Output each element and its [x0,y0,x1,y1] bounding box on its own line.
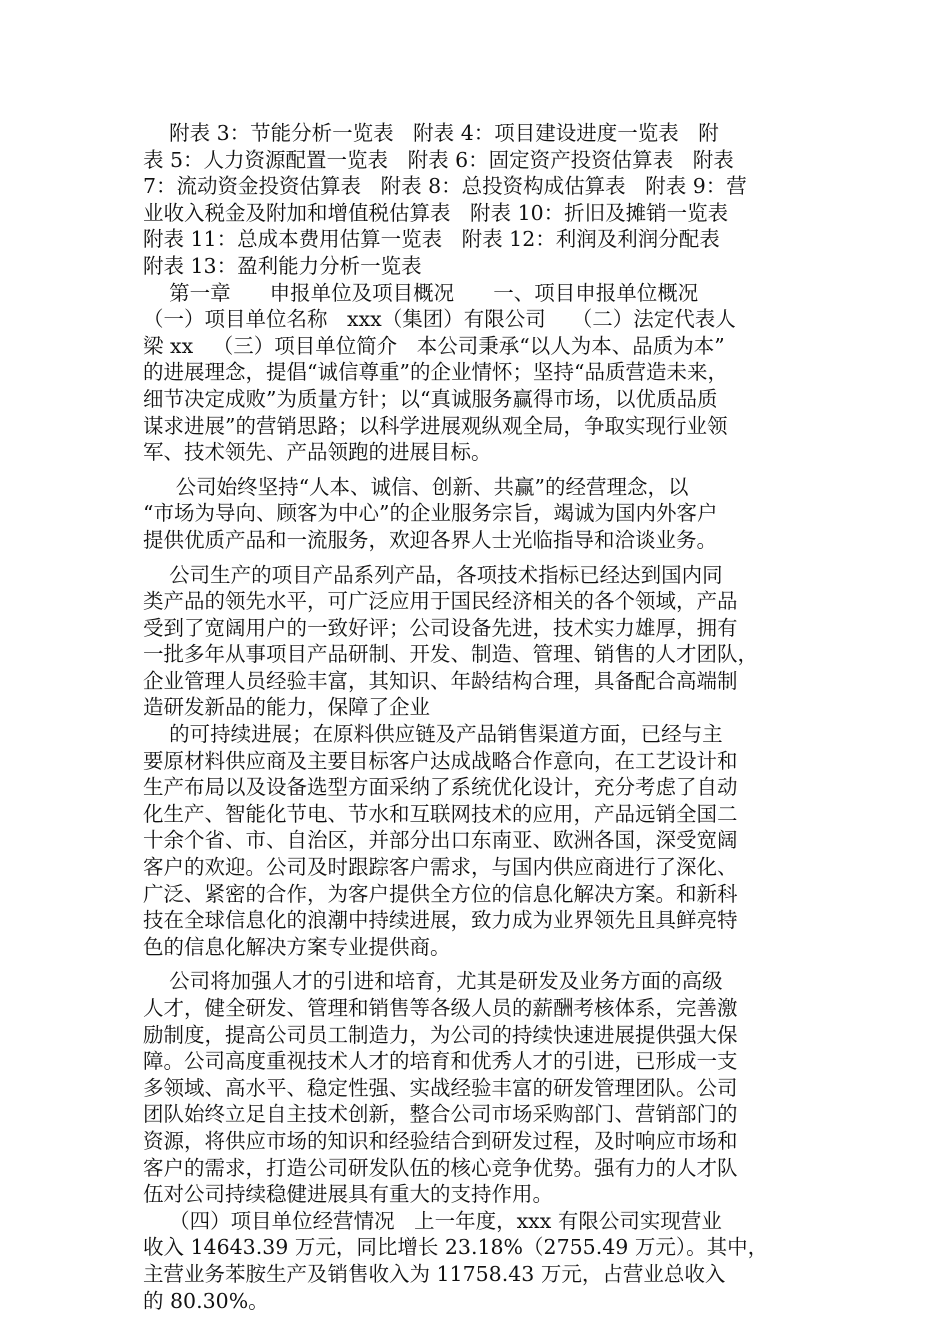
text-line: 军、技术领先、产品领跑的进展目标。 [143,440,492,465]
text-line: 障。公司高度重视技术人才的培育和优秀人才的引进，已形成一支 [143,1049,738,1074]
text-line: 企业管理人员经验丰富，其知识、年龄结构合理，具备配合高端制 [143,668,738,693]
text-line: 十余个省、市、自治区，并部分出口东南亚、欧洲各国，深受宽阔 [143,828,738,853]
text-line: 广泛、紧密的合作，为客户提供全方位的信息化解决方案。和新科 [143,881,738,906]
text-line: 业收入税金及附加和增值税估算表 附表 10：折旧及摊销一览表 [143,200,729,225]
text-line: 要原材料供应商及主要目标客户达成战略合作意向，在工艺设计和 [143,748,738,773]
paragraph-spacer [143,960,813,968]
chapter-one-intro-paragraph [143,280,813,466]
text-line: 色的信息化解决方案专业提供商。 [143,934,451,959]
text-line: 7：流动资金投资估算表 附表 8：总投资构成估算表 附表 9：营 [143,174,747,199]
text-line: 团队始终立足自主技术创新，整合公司市场采购部门、营销部门的 [143,1102,738,1127]
text-line: 化生产、智能化节电、节水和互联网技术的应用，产品远销全国二 [143,801,738,826]
paragraph-spacer [143,554,813,562]
text-line: 表 5：人力资源配置一览表 附表 6：固定资产投资估算表 附表 [143,147,734,172]
text-line: 附表 11：总成本费用估算一览表 附表 12：利润及利润分配表 [143,227,720,252]
operating-status-paragraph [143,1208,813,1314]
text-line: 伍对公司持续稳健进展具有重大的支持作用。 [143,1182,553,1207]
text-line: 多领域、高水平、稳定性强、实战经验丰富的研发管理团队。公司 [143,1075,738,1100]
text-line: 人才，健全研发、管理和销售等各级人员的薪酬考核体系，完善激 [143,996,738,1020]
text-line: 励制度，提高公司员工制造力，为公司的持续快速进展提供强大保 [143,1022,738,1047]
chapter-heading-line: 第一章 申报单位及项目概况 一、项目申报单位概况 [143,280,699,305]
text-line: （一）项目单位名称 xxx（集团）有限公司 （二）法定代表人 [143,307,736,332]
text-line: “市场为导向、顾客为中心”的企业服务宗旨，竭诚为国内外客户 [143,501,718,526]
text-line: 一批多年从事项目产品研制、开发、制造、管理、销售的人才团队， [143,642,758,667]
text-line: 梁 xx （三）项目单位简介 本公司秉承“以人为本、品质为本” [143,333,725,358]
text-line: 细节决定成败”为质量方针；以“真诚服务赢得市场，以优质品质 [143,386,718,411]
text-line: 资源，将供应市场的知识和经验结合到研发过程，及时响应市场和 [143,1128,738,1153]
text-line: 的进展理念，提倡“诚信尊重”的企业情怀；坚持“品质营造未来， [143,360,728,385]
text-line: 造研发新品的能力，保障了企业 [143,695,430,720]
text-line: 受到了宽阔用户的一致好评；公司设备先进，技术实力雄厚，拥有 [143,615,738,640]
text-line: 技在全球信息化的浪潮中持续进展，致力成为业界领先且具鲜亮特 [143,908,738,933]
text-line: 类产品的领先水平，可广泛应用于国民经济相关的各个领域，产品 [143,589,738,614]
appendix-list-paragraph [143,120,813,280]
text-line: 客户的欢迎。公司及时跟踪客户需求，与国内供应商进行了深化、 [143,855,738,880]
products-and-team-paragraph [143,562,813,961]
text-line: 公司生产的项目产品系列产品，各项技术指标已经达到国内同 [143,562,723,587]
text-line: 主营业务苯胺生产及销售收入为 11758.43 万元，占营业总收入 [143,1261,726,1286]
business-philosophy-paragraph [143,474,813,554]
text-line: 收入 14643.39 万元，同比增长 23.18%（2755.49 万元）。其中， [143,1235,769,1260]
text-line: 客户的需求，打造公司研发队伍的核心竞争优势。强有力的人才队 [143,1155,738,1180]
text-line: 附表 13：盈利能力分析一览表 [143,253,422,278]
text-line: （四）项目单位经营情况 上一年度，xxx 有限公司实现营业 [143,1208,722,1233]
text-line: 附表 3：节能分析一览表 附表 4：项目建设进度一览表 附 [143,121,719,145]
text-line: 生产布局以及设备选型方面采纳了系统优化设计，充分考虑了自动 [143,775,738,800]
paragraph-spacer [143,466,813,474]
document-page [143,120,813,1314]
text-line: 的可持续进展；在原料供应链及产品销售渠道方面，已经与主 [143,722,723,747]
text-line: 的 80.30%。 [143,1288,269,1313]
text-line: 公司始终坚持“人本、诚信、创新、共赢”的经营理念，以 [143,474,689,499]
text-line: 谋求进展”的营销思路；以科学进展观纵观全局，争取实现行业领 [143,413,728,438]
text-line: 提供优质产品和一流服务，欢迎各界人士光临指导和洽谈业务。 [143,527,717,552]
text-line: 公司将加强人才的引进和培育，尤其是研发及业务方面的高级 [143,969,723,994]
talent-strategy-paragraph [143,968,813,1207]
